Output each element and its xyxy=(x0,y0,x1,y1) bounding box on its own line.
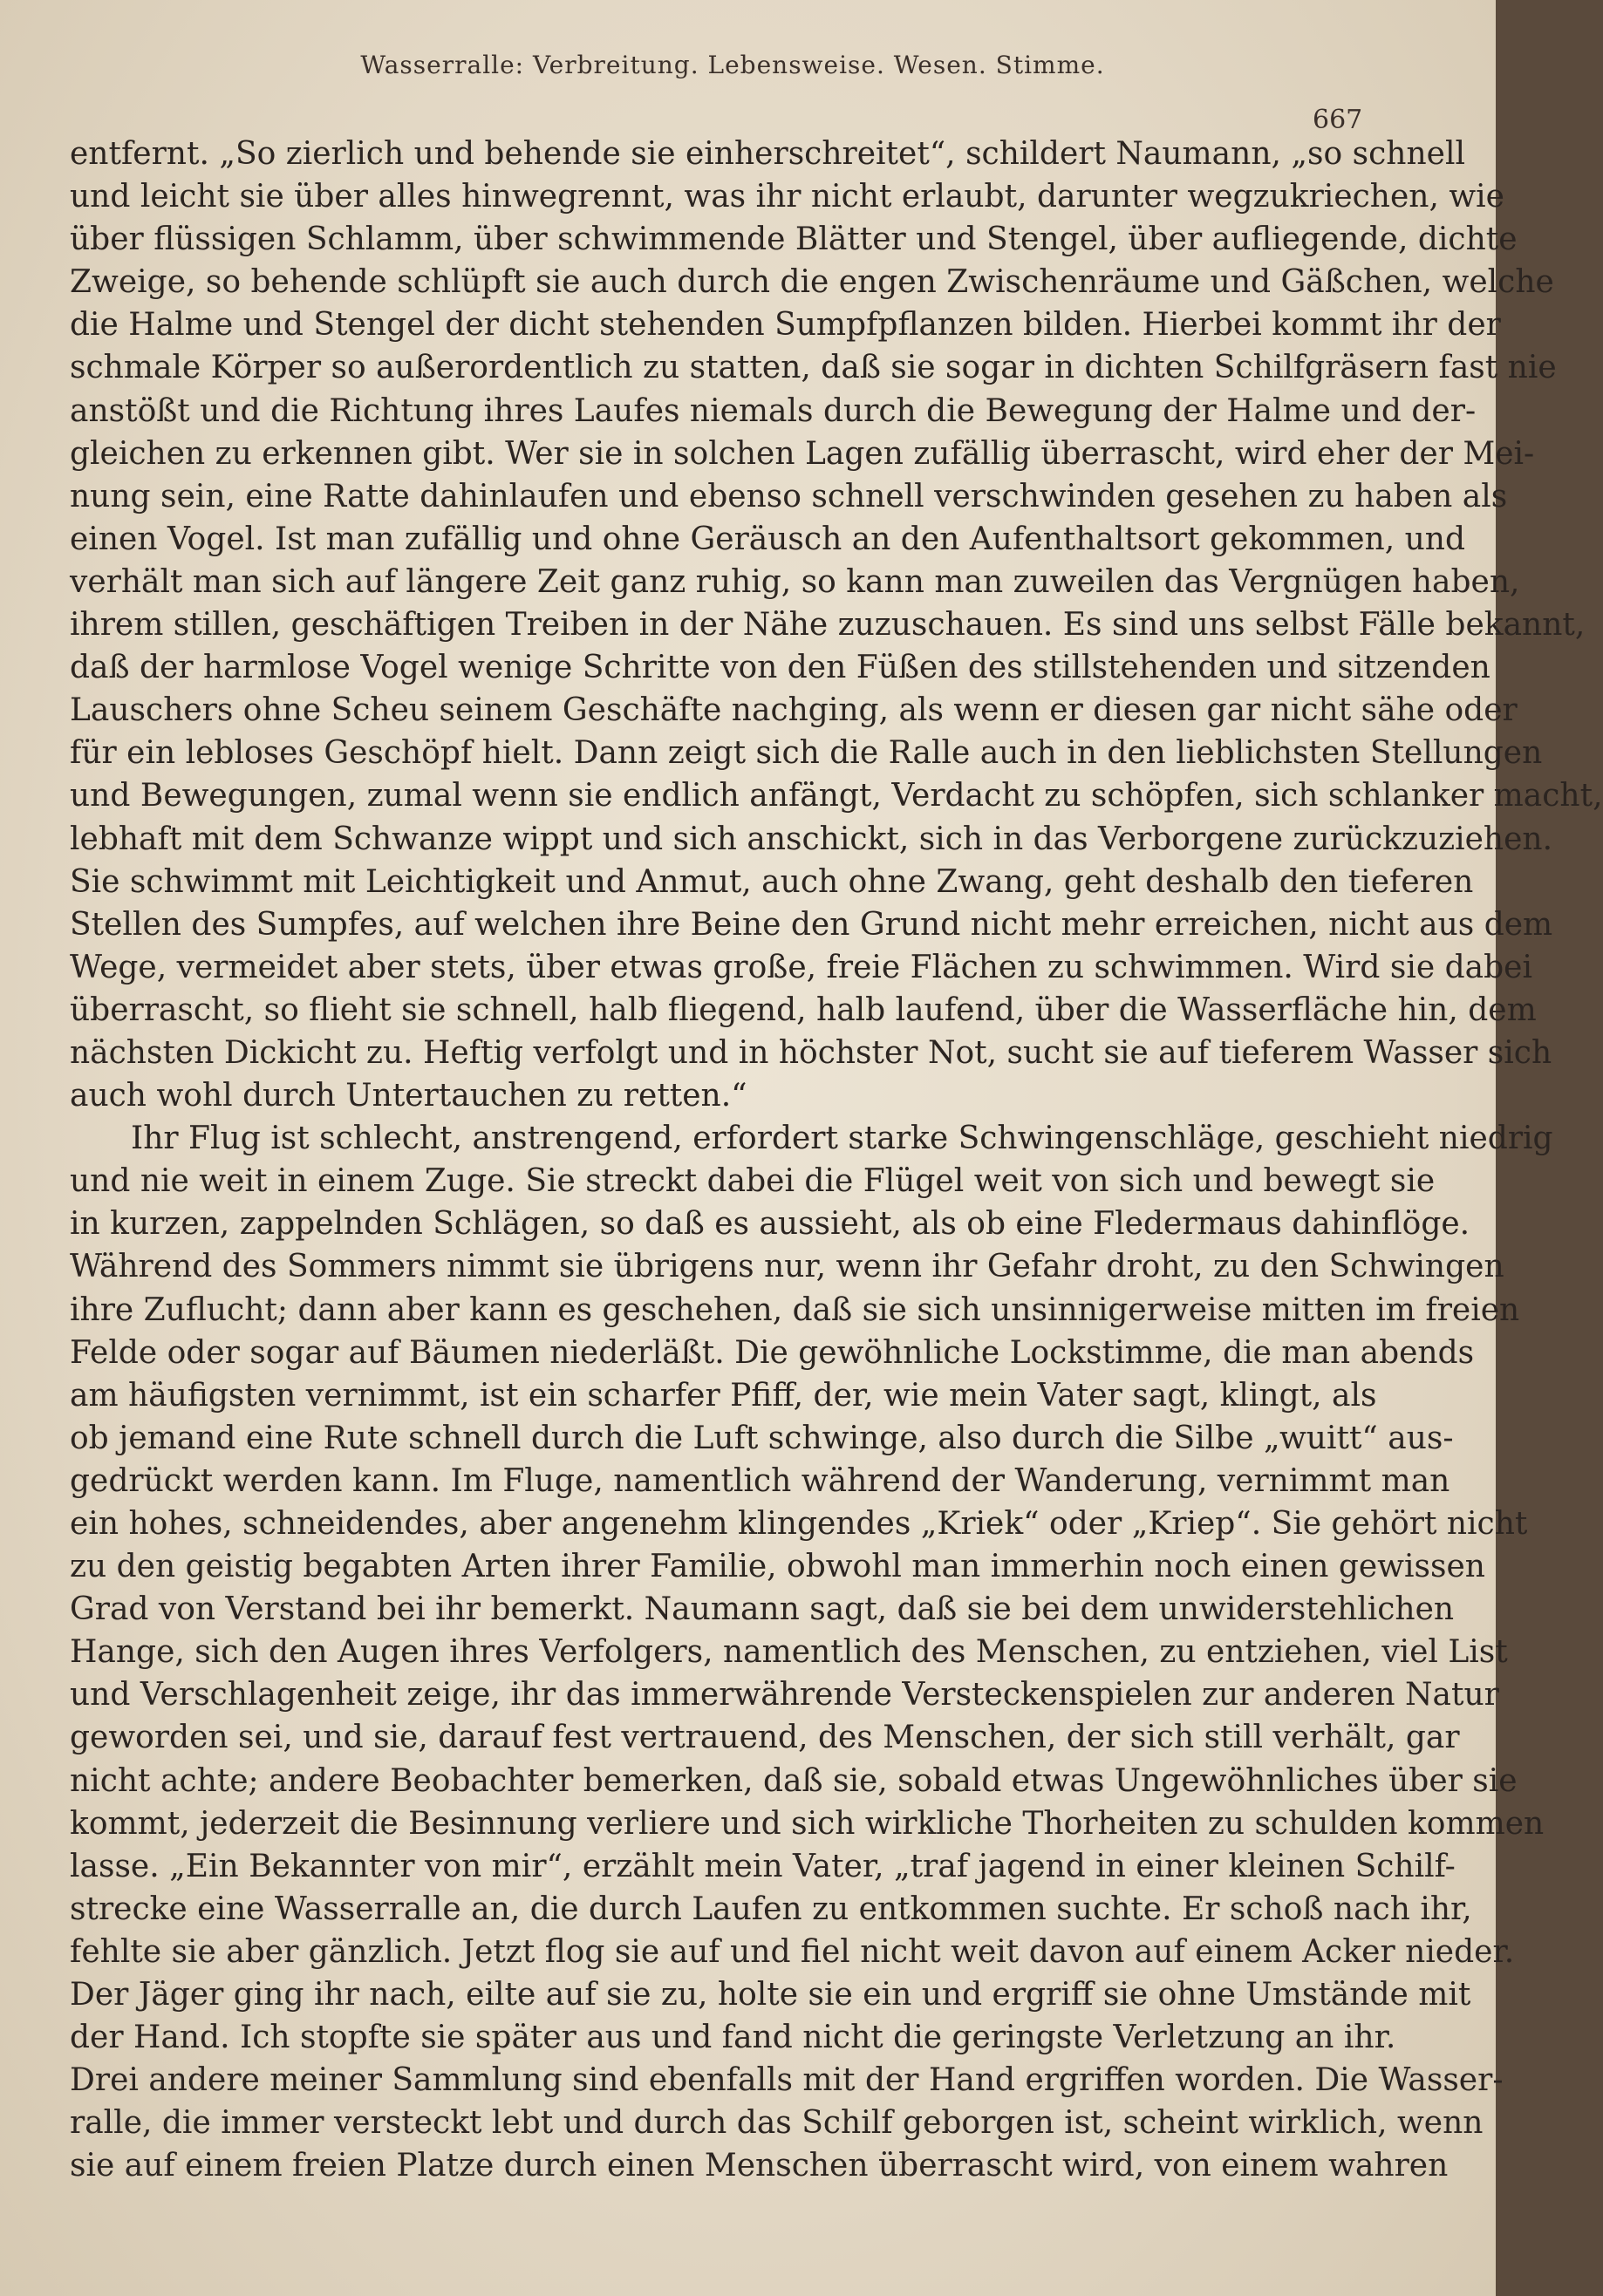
text-line: sie auf einem freien Platze durch einen Menschen überrascht wird, von einem wahren xyxy=(70,2148,1449,2184)
text-line: nung sein, eine Ratte dahinlaufen und ebenso schnell verschwinden gesehen zu haben als xyxy=(70,478,1508,514)
text-line: Lauschers ohne Scheu seinem Geschäfte nachging, als wenn er diesen gar nicht sähe oder xyxy=(70,692,1518,729)
text-line: und nie weit in einem Zuge. Sie streckt dabei die Flügel weit von sich und bewegt sie xyxy=(70,1163,1436,1200)
text-line: und leicht sie über alles hinwegrennt, was ihr nicht erlaubt, darunter wegzukriechen, wie xyxy=(70,179,1504,215)
text-line: Stellen des Sumpfes, auf welchen ihre Beine den Grund nicht mehr erreichen, nicht aus dem xyxy=(70,906,1553,943)
text-line: daß der harmlose Vogel wenige Schritte von den Füßen des stillstehenden und sitzenden xyxy=(70,650,1490,686)
text-line: für ein lebloses Geschöpf hielt. Dann zeigt sich die Ralle auch in den lieblichsten Stellungen xyxy=(70,735,1543,772)
text-line: anstößt und die Richtung ihres Laufes niemals durch die Bewegung der Halme und der- xyxy=(70,392,1477,429)
text-line: in kurzen, zappelnden Schlägen, so daß es aussieht, als ob eine Fledermaus dahinflöge. xyxy=(70,1206,1470,1243)
text-line: Drei andere meiner Sammlung sind ebenfalls mit der Hand ergriffen worden. Die Wasser- xyxy=(70,2062,1504,2099)
text-line: nächsten Dickicht zu. Heftig verfolgt und in höchster Not, sucht sie auf tieferem Wasser sich xyxy=(70,1034,1552,1071)
page-number: 667 xyxy=(1313,105,1363,135)
text-line: die Halme und Stengel der dicht stehenden Sumpfpflanzen bilden. Hierbei kommt ihr der xyxy=(70,307,1501,344)
text-line: über flüssigen Schlamm, über schwimmende Blätter und Stengel, über aufliegende, dichte xyxy=(70,221,1518,258)
text-line: und Bewegungen, zumal wenn sie endlich anfängt, Verdacht zu schöpfen, sich schlanker macht, xyxy=(70,778,1603,814)
text-line: kommt, jederzeit die Besinnung verliere und sich wirkliche Thorheiten zu schulden kommen xyxy=(70,1805,1545,1842)
text-line: strecke eine Wasserralle an, die durch Laufen zu entkommen suchte. Er schoß nach ihr, xyxy=(70,1891,1472,1927)
text-line: Der Jäger ging ihr nach, eilte auf sie zu, holte sie ein und ergriff sie ohne Umstände mit xyxy=(70,1977,1471,2013)
text-line: lasse. „Ein Bekannter von mir“, erzählt mein Vater, „traf jagend in einer kleinen Schilf- xyxy=(70,1848,1456,1884)
text-line: einen Vogel. Ist man zufällig und ohne Geräusch an den Aufenthaltsort gekommen, und xyxy=(70,521,1466,557)
text-line: ob jemand eine Rute schnell durch die Luft schwinge, also durch die Silbe „wuitt“ aus- xyxy=(70,1420,1454,1456)
text-line: lebhaft mit dem Schwanze wippt und sich anschickt, sich in das Verborgene zurückzuziehen. xyxy=(70,821,1553,857)
text-line: Sie schwimmt mit Leichtigkeit und Anmut, auch ohne Zwang, geht deshalb den tieferen xyxy=(70,863,1474,900)
text-line: gleichen zu erkennen gibt. Wer sie in solchen Lagen zufällig überrascht, wird eher der Mei- xyxy=(70,435,1535,472)
text-line: zu den geistig begabten Arten ihrer Familie, obwohl man immerhin noch einen gewissen xyxy=(70,1549,1485,1585)
text-line: geworden sei, und sie, darauf fest vertrauend, des Menschen, der sich still verhält, gar xyxy=(70,1720,1460,1756)
text-line: Wege, vermeidet aber stets, über etwas große, freie Flächen zu schwimmen. Wird sie dabei xyxy=(70,949,1532,985)
text-line: ihrem stillen, geschäftigen Treiben in der Nähe zuzuschauen. Es sind uns selbst Fälle bekannt, xyxy=(70,607,1586,644)
paragraph-end-line: auch wohl durch Untertauchen zu retten.“ xyxy=(70,1078,747,1114)
text-line: ralle, die immer versteckt lebt und durch das Schilf geborgen ist, scheint wirklich, wenn xyxy=(70,2105,1484,2142)
text-line: entfernt. „So zierlich und behende sie einherschreitet“, schildert Naumann, „so schnell xyxy=(70,136,1465,172)
text-line: verhält man sich auf längere Zeit ganz ruhig, so kann man zuweilen das Vergnügen haben, xyxy=(70,563,1520,600)
text-line: ein hohes, schneidendes, aber angenehm klingendes „Kriek“ oder „Kriep“. Sie gehört nicht xyxy=(70,1506,1528,1542)
text-line: Zweige, so behende schlüpft sie auch durch die engen Zwischenräume und Gäßchen, welche xyxy=(70,264,1554,301)
text-line: gedrückt werden kann. Im Fluge, namentlich während der Wanderung, vernimmt man xyxy=(70,1462,1450,1499)
text-line: nicht achte; andere Beobachter bemerken, daß sie, sobald etwas Ungewöhnliches über sie xyxy=(70,1762,1518,1799)
body-text xyxy=(70,133,1603,2188)
running-head: Wasserralle: Verbreitung. Lebensweise. Wesen. Stimme. xyxy=(360,51,1105,79)
text-line: und Verschlagenheit zeige, ihr das immerwährende Versteckenspielen zur anderen Natur xyxy=(70,1677,1499,1713)
text-line: Hange, sich den Augen ihres Verfolgers, namentlich des Menschen, zu entziehen, viel List xyxy=(70,1634,1508,1671)
text-line: Felde oder sogar auf Bäumen niederläßt. Die gewöhnliche Lockstimme, die man abends xyxy=(70,1334,1475,1371)
text-line: ihre Zuflucht; dann aber kann es geschehen, daß sie sich unsinnigerweise mitten im freien xyxy=(70,1291,1520,1328)
text-line: Während des Sommers nimmt sie übrigens nur, wenn ihr Gefahr droht, zu den Schwingen xyxy=(70,1249,1504,1285)
text-line: schmale Körper so außerordentlich zu statten, daß sie sogar in dichten Schilfgräsern fast nie xyxy=(70,350,1557,386)
text-line: fehlte sie aber gänzlich. Jetzt flog sie auf und fiel nicht weit davon auf einem Acker nieder. xyxy=(70,1933,1515,1970)
text-line: überrascht, so flieht sie schnell, halb fliegend, halb laufend, über die Wasserfläche hin, dem xyxy=(70,991,1537,1028)
text-line: der Hand. Ich stopfte sie später aus und fand nicht die geringste Verletzung an ihr. xyxy=(70,2020,1396,2056)
text-line: Grad von Verstand bei ihr bemerkt. Naumann sagt, daß sie bei dem unwiderstehlichen xyxy=(70,1591,1455,1628)
paragraph-start-line: Ihr Flug ist schlecht, anstrengend, erfordert starke Schwingenschläge, geschieht niedrig xyxy=(131,1121,1553,1157)
text-line: am häufigsten vernimmt, ist ein scharfer Pfiff, der, wie mein Vater sagt, klingt, als xyxy=(70,1377,1377,1414)
